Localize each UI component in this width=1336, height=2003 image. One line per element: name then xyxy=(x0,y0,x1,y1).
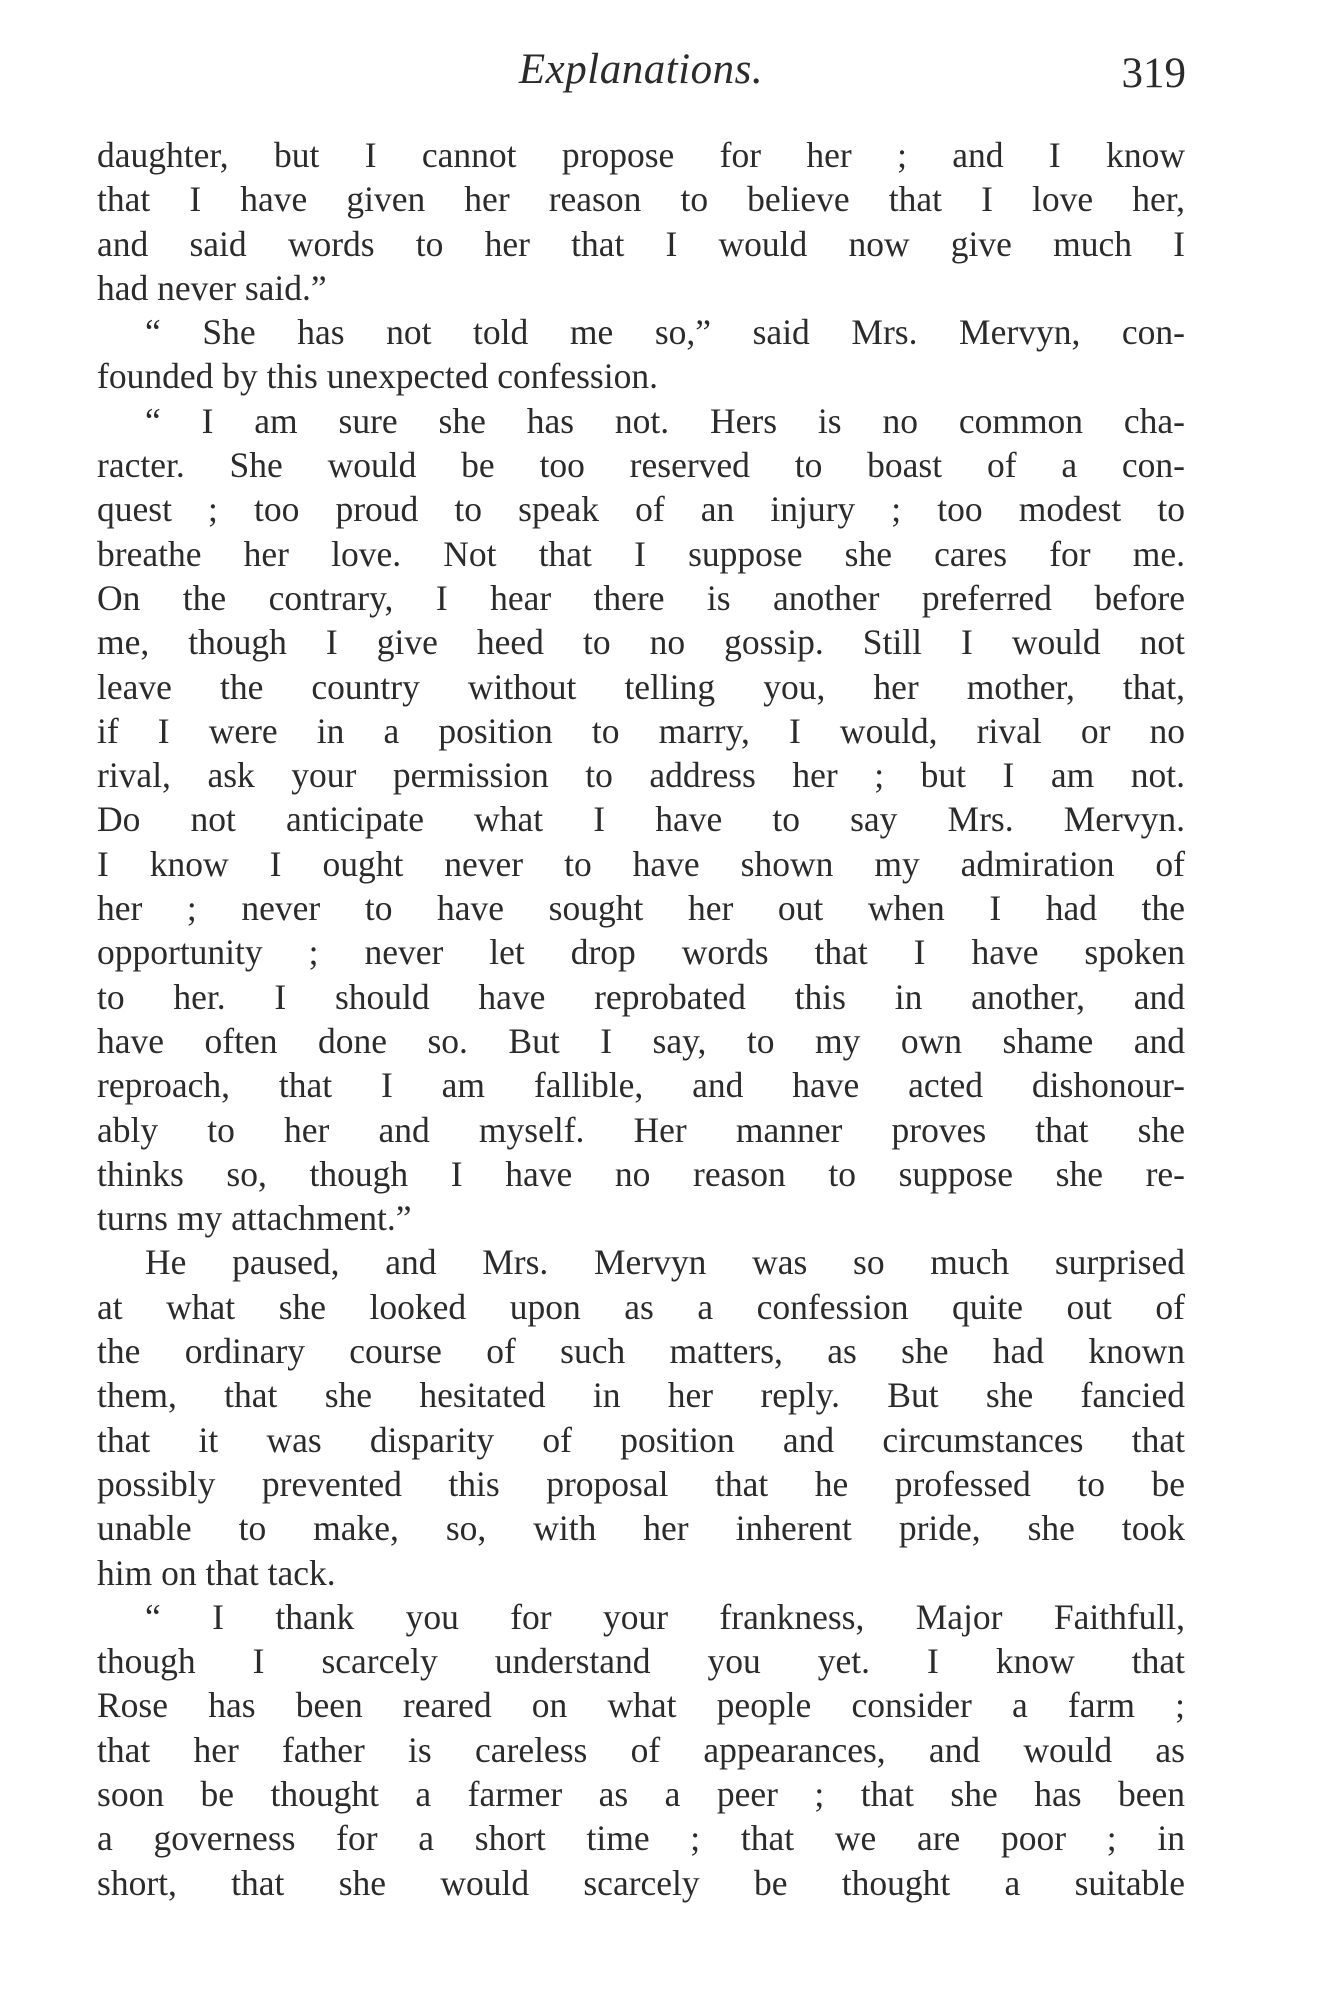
text-line: soon be thought a farmer as a peer ; that she has been xyxy=(97,1773,1185,1814)
text-line: me, though I give heed to no gossip. Still I would not xyxy=(97,622,1185,663)
text-line: if I were in a position to marry, I would, rival or no xyxy=(97,710,1185,751)
text-line: Rose has been reared on what people consider a farm ; xyxy=(97,1685,1185,1726)
text-line: On the contrary, I hear there is another preferred before xyxy=(97,577,1185,618)
text-line: possibly prevented this proposal that he professed to be xyxy=(97,1463,1185,1504)
text-line: that I have given her reason to believe that I love her, xyxy=(97,179,1185,220)
text-line: Do not anticipate what I have to say Mrs. Mervyn. xyxy=(97,799,1185,840)
text-line: at what she looked upon as a confession quite out of xyxy=(97,1286,1185,1327)
text-line: “ I am sure she has not. Hers is no common cha- xyxy=(145,400,1185,441)
text-line: “ I thank you for your frankness, Major Faithfull, xyxy=(145,1596,1185,1637)
text-line: ably to her and myself. Her manner proves that she xyxy=(97,1109,1185,1150)
text-line: her ; never to have sought her out when I had the xyxy=(97,888,1185,929)
text-line: short, that she would scarcely be thought a suitable xyxy=(97,1862,1185,1903)
text-line: the ordinary course of such matters, as she had known xyxy=(97,1331,1185,1372)
text-line: founded by this unexpected confession. xyxy=(97,356,658,397)
running-title: Explanations. xyxy=(518,46,764,93)
text-line: that it was disparity of position and circumstances that xyxy=(97,1419,1185,1460)
text-line: rival, ask your permission to address her ; but I am not. xyxy=(97,755,1185,796)
text-line: unable to make, so, with her inherent pride, she took xyxy=(97,1508,1185,1549)
text-line: had never said.” xyxy=(97,267,327,308)
text-line: daughter, but I cannot propose for her ; and I know xyxy=(97,135,1185,175)
page-number: 319 xyxy=(1121,50,1186,97)
text-line: him on that tack. xyxy=(97,1552,336,1593)
text-line: quest ; too proud to speak of an injury ; too modest to xyxy=(97,489,1185,530)
text-line: have often done so. But I say, to my own shame and xyxy=(97,1020,1185,1061)
text-line: to her. I should have reprobated this in another, and xyxy=(97,976,1185,1017)
text-line: leave the country without telling you, her mother, that, xyxy=(97,666,1185,707)
text-line: opportunity ; never let drop words that I have spoken xyxy=(97,932,1185,973)
text-line: I know I ought never to have shown my admiration of xyxy=(97,843,1185,884)
text-line: thinks so, though I have no reason to suppose she re- xyxy=(97,1153,1185,1194)
text-line: though I scarcely understand you yet. I know that xyxy=(97,1641,1185,1682)
text-line: and said words to her that I would now give much I xyxy=(97,223,1185,264)
text-line: them, that she hesitated in her reply. But she fancied xyxy=(97,1375,1185,1416)
body-text xyxy=(97,133,1185,1905)
running-head xyxy=(96,40,1186,100)
text-line: reproach, that I am fallible, and have acted dishonour- xyxy=(97,1065,1185,1106)
text-line: breathe her love. Not that I suppose she cares for me. xyxy=(97,533,1185,574)
text-line: He paused, and Mrs. Mervyn was so much surprised xyxy=(145,1242,1185,1283)
text-line: racter. She would be too reserved to boast of a con- xyxy=(97,445,1185,486)
text-line: turns my attachment.” xyxy=(97,1198,412,1239)
text-line: a governess for a short time ; that we are poor ; in xyxy=(97,1818,1185,1859)
text-line: “ She has not told me so,” said Mrs. Mervyn, con- xyxy=(145,312,1185,353)
text-line: that her father is careless of appearances, and would as xyxy=(97,1729,1185,1770)
